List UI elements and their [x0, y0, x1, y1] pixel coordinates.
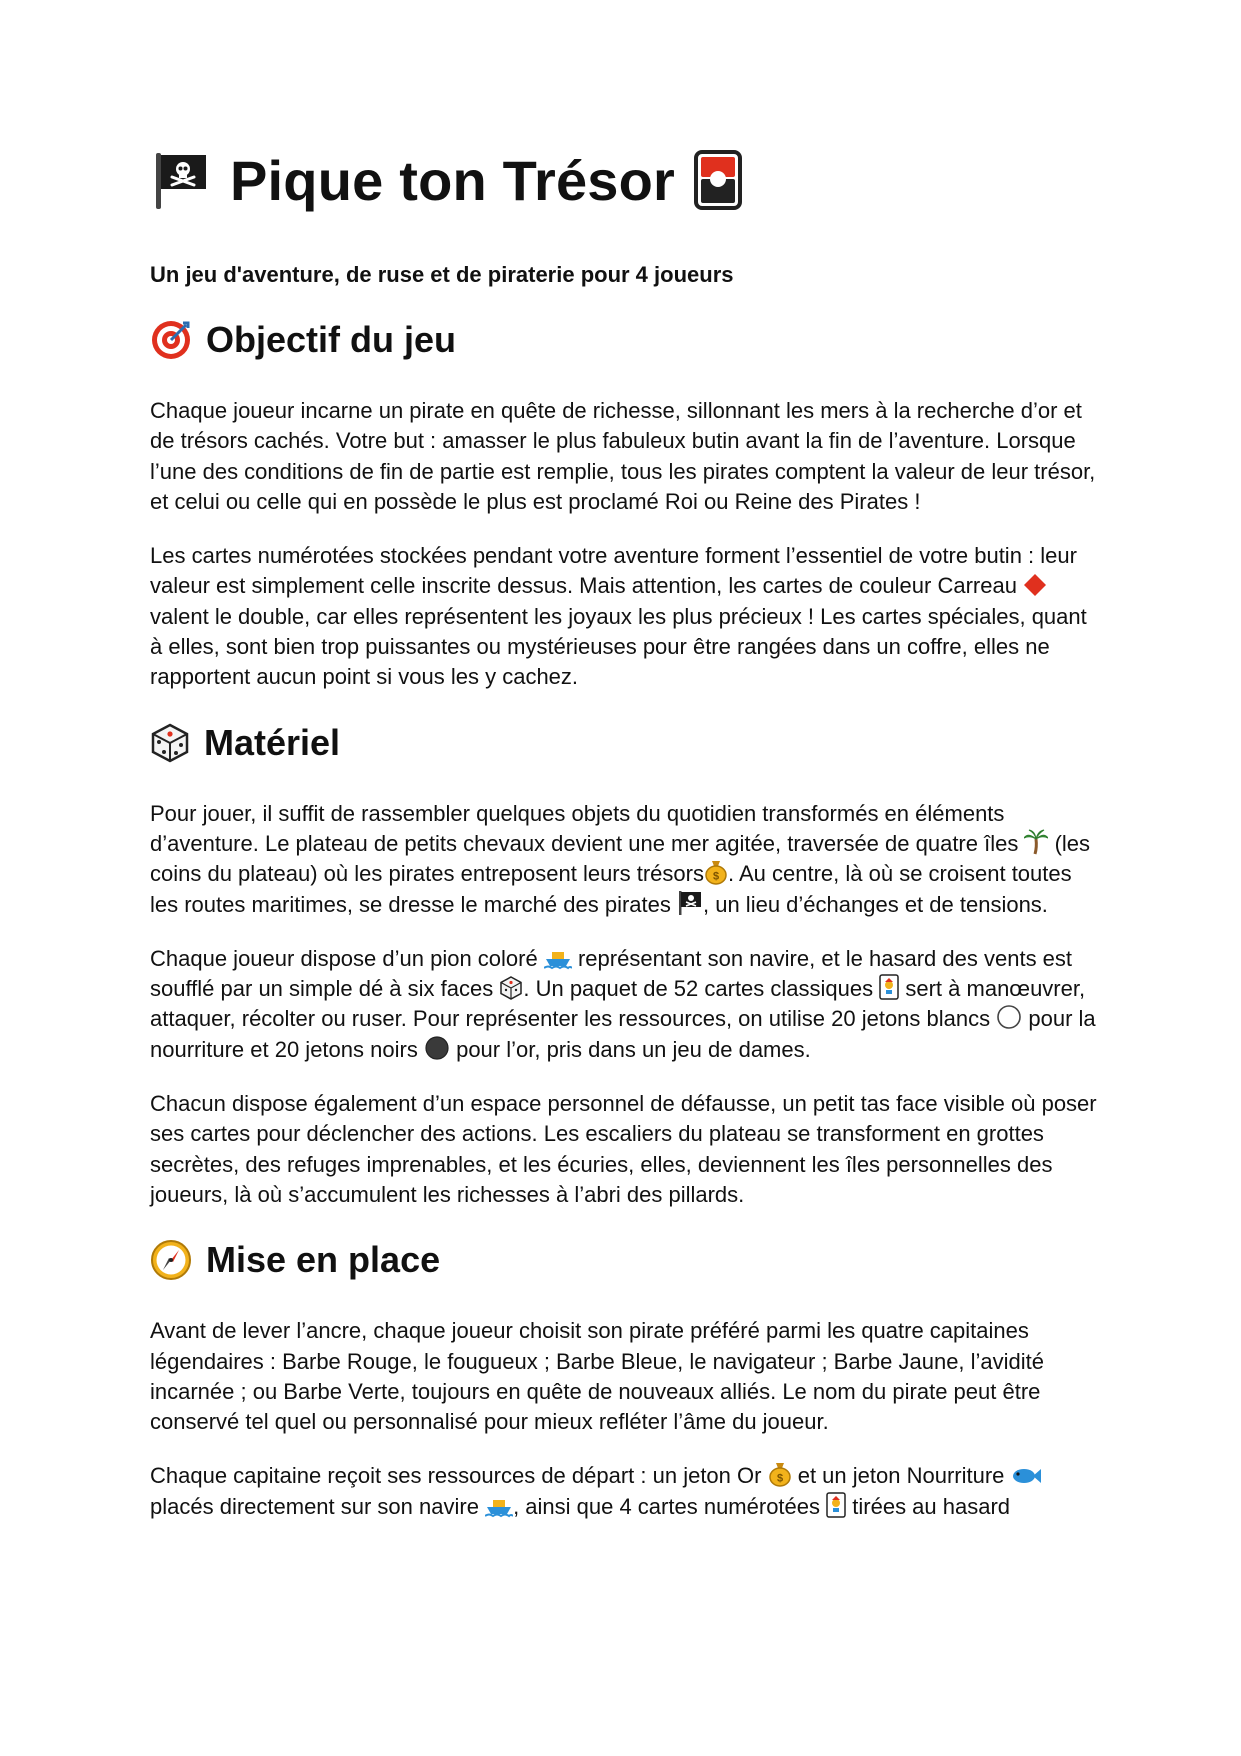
section-mise-en-place-body: [150, 1316, 1100, 1522]
joker-card-icon: [826, 1492, 846, 1518]
title-text: Pique ton Trésor: [230, 148, 676, 212]
white-circle-icon: [996, 1004, 1022, 1030]
money-bag-icon: [768, 1461, 792, 1487]
section-objectif-body: [150, 396, 1100, 693]
document-page: [150, 140, 1100, 1522]
ship-icon: [485, 1496, 513, 1518]
joker-card-icon: [879, 974, 899, 1000]
pirate-flag-icon: [150, 149, 212, 211]
svg-text:$: $: [776, 1472, 783, 1485]
paragraph: Pour jouer, il suffit de rassembler quelques objets du quotidien transformés en éléments d’aventure. Le plateau de petits chevaux devient une mer agitée, traversée de quatre îles (les coins du plateau) où les pirates entreposent leurs trésors $ . Au centre, là où se croisent toutes les routes maritimes, se dresse le marché des pirates , un lieu d’échanges et de tensions.: [150, 800, 1091, 917]
paragraph: Avant de lever l’ancre, chaque joueur choisit son pirate préféré parmi les quatre capitaines légendaires : Barbe Rouge, le fougueux ; Barbe Bleue, le navigateur ; Barbe Jaune, l’avidité incarnée ; ou Barbe Verte, toujours en quête de nouveaux alliés. Le nom du pirate peut être conservé tel quel ou personnalisé pour mieux refléter l’âme du joueur.: [150, 1318, 1045, 1435]
heading-materiel: [150, 715, 1100, 771]
document-subtitle: Un jeu d'aventure, de ruse et de piraterie pour 4 joueurs: [150, 262, 734, 287]
heading-materiel-text: Matériel: [204, 721, 341, 763]
paragraph: Chacun dispose également d’un espace personnel de défausse, un petit tas face visible où poser ses cartes pour déclencher des actions. Les escaliers du plateau se transforment en grottes secrètes, des refuges imprenables, et les écuries, elles, deviennent les îles personnelles des joueurs, là où s’accumulent les richesses à l’abri des pillards.: [150, 1091, 1097, 1207]
die-icon: [499, 976, 523, 1000]
document-title: [150, 140, 1100, 220]
fish-icon: [1011, 1465, 1041, 1487]
heading-mise-en-place-text: Mise en place: [206, 1239, 441, 1281]
heading-mise-en-place: [150, 1232, 1100, 1288]
paragraph: Chaque capitaine reçoit ses ressources de départ : un jeton Or $ et un jeton Nourriture placés directement sur son navire , ainsi que 4 cartes numérotées tirées au hasard: [150, 1461, 1100, 1522]
compass-icon: [150, 1239, 192, 1281]
paragraph: Les cartes numérotées stockées pendant votre aventure forment l’essentiel de votre butin : leur valeur est simplement celle inscrite dessus. Mais attention, les cartes de couleur Carreau valent le double, car elles représentent les joyaux les plus précieux ! Les cartes spéciales, quant à elles, sont bien trop puissantes ou mystérieuses pour être rangées dans un coffre, elles ne rapportent aucun point si vous les y cachez.: [150, 543, 1087, 690]
heading-objectif-text: Objectif du jeu: [206, 319, 457, 360]
section-materiel-body: [150, 799, 1100, 1211]
paragraph: Chaque joueur dispose d’un pion coloré représentant son navire, et le hasard des vents est soufflé par un simple dé à six faces . Un paquet de 52 cartes classiques sert à manœuvrer, attaquer, récolter ou ruser. Pour représenter les ressources, on utilise 20 jetons blancs pour la nourriture et 20 jetons noirs pour l’or, pris dans un jeu de dames.: [150, 945, 1096, 1062]
svg-text:$: $: [712, 870, 720, 883]
target-icon: [150, 319, 192, 361]
ship-icon: [544, 948, 572, 970]
diamond-icon: [1023, 573, 1047, 597]
money-bag-icon: [704, 859, 728, 885]
heading-objectif: [150, 312, 1100, 368]
die-icon: [150, 723, 190, 763]
black-circle-icon: [424, 1035, 450, 1061]
pirate-flag-icon: [677, 890, 703, 916]
paragraph: Chaque joueur incarne un pirate en quête de richesse, sillonnant les mers à la recherche d’or et de trésors cachés. Votre but : amasser le plus fabuleux butin avant la fin de l’aventure. Lorsque l’une des conditions de fin de partie est remplie, tous les pirates comptent la valeur de leur trésor, et celui ou celle qui en possède le plus est proclamé Roi ou Reine des Pirates !: [150, 398, 1096, 514]
playing-card-icon: [693, 149, 743, 211]
palm-tree-icon: [1024, 829, 1048, 855]
